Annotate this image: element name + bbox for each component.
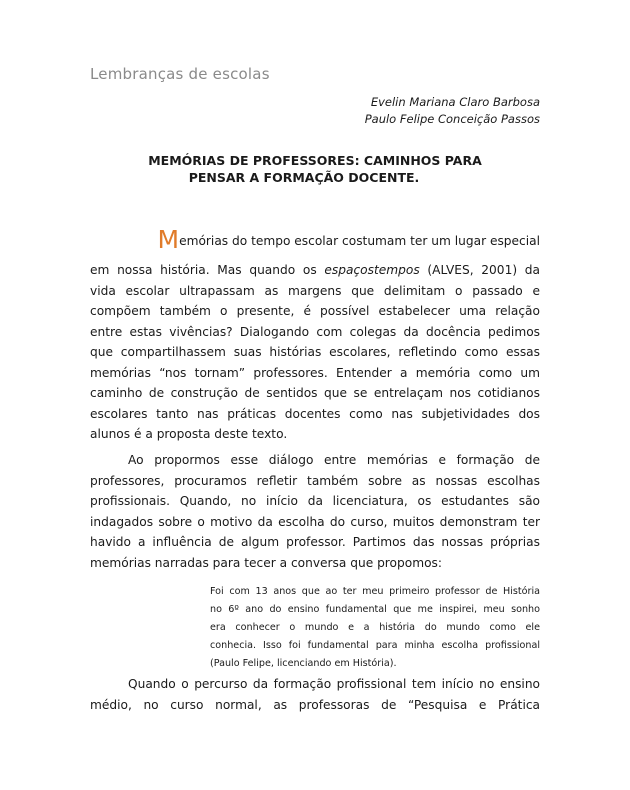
article-title-line: PENSAR A FORMAÇÃO DOCENTE. [188, 170, 420, 185]
italic-term: espaçostempos [324, 263, 420, 277]
quote-line: (Paulo Felipe, licenciando em História). [210, 658, 397, 669]
paragraph-line: compõem também o presente, é possível estabelecer uma relação [90, 304, 540, 318]
quote-line: conhecia. Isso foi fundamental para minha escolha profissional [210, 640, 540, 651]
author-name: Evelin Mariana Claro Barbosa [370, 95, 540, 109]
paragraph-line: que compartilhassem suas histórias escolares, refletindo como essas [90, 345, 540, 359]
paragraph-line: Ao propormos esse diálogo entre memórias e formação de [128, 453, 540, 467]
paragraph-line: Quando o percurso da formação profissional tem início no ensino [128, 677, 540, 691]
quote-line: era conhecer o mundo e a história do mundo como ele [210, 622, 540, 633]
paragraph-2 [90, 450, 540, 573]
paragraph-line: médio, no curso normal, as professoras de “Pesquisa e Prática [90, 698, 540, 712]
paragraph-line: caminho de construção de sentidos que se entrelaçam nos cotidianos [90, 386, 540, 400]
paragraph-line: entre estas vivências? Dialogando com colegas da docência pedimos [90, 324, 540, 339]
drop-cap: M [157, 225, 180, 254]
paragraph-line: memórias narradas para tecer a conversa que propomos: [90, 555, 442, 570]
paragraph-1 [90, 224, 540, 445]
paragraph-text: emórias do tempo escolar costumam ter um lugar especial [179, 234, 540, 248]
paragraph-line: professores, procuramos refletir também sobre as nossas escolhas [90, 473, 540, 488]
paragraph-first-line [90, 224, 540, 257]
paragraph-line: escolares tanto nas práticas docentes como nas subjetividades dos [90, 406, 540, 421]
author-name: Paulo Felipe Conceição Passos [364, 112, 540, 126]
paragraph-line: alunos é a proposta deste texto. [90, 427, 288, 441]
block-quote [210, 583, 540, 673]
paragraph-line: em nossa história. Mas quando os espaçostempos (ALVES, 2001) da [90, 263, 540, 277]
article-title [90, 152, 540, 186]
paragraph-line: profissionais. Quando, no início da licenciatura, os estudantes são [90, 494, 540, 508]
section-title: Lembranças de escolas [90, 65, 270, 83]
paragraph-line: memórias “nos tornam” professores. Entender a memória como um [90, 365, 540, 380]
author-list [365, 94, 540, 128]
paragraph-line: havido a influência de algum professor. Partimos das nossas próprias [90, 535, 540, 549]
article-title-line: MEMÓRIAS DE PROFESSORES: CAMINHOS PARA [148, 153, 482, 168]
paragraph-line: vida escolar ultrapassam as margens que delimitam o passado e [90, 283, 540, 298]
quote-line: no 6º ano do ensino fundamental que me inspirei, meu sonho [210, 604, 540, 615]
paragraph-line: indagados sobre o motivo da escolha do curso, muitos demonstram ter [90, 514, 540, 529]
quote-line: Foi com 13 anos que ao ter meu primeiro professor de História [210, 586, 540, 597]
paragraph-3 [90, 674, 540, 716]
